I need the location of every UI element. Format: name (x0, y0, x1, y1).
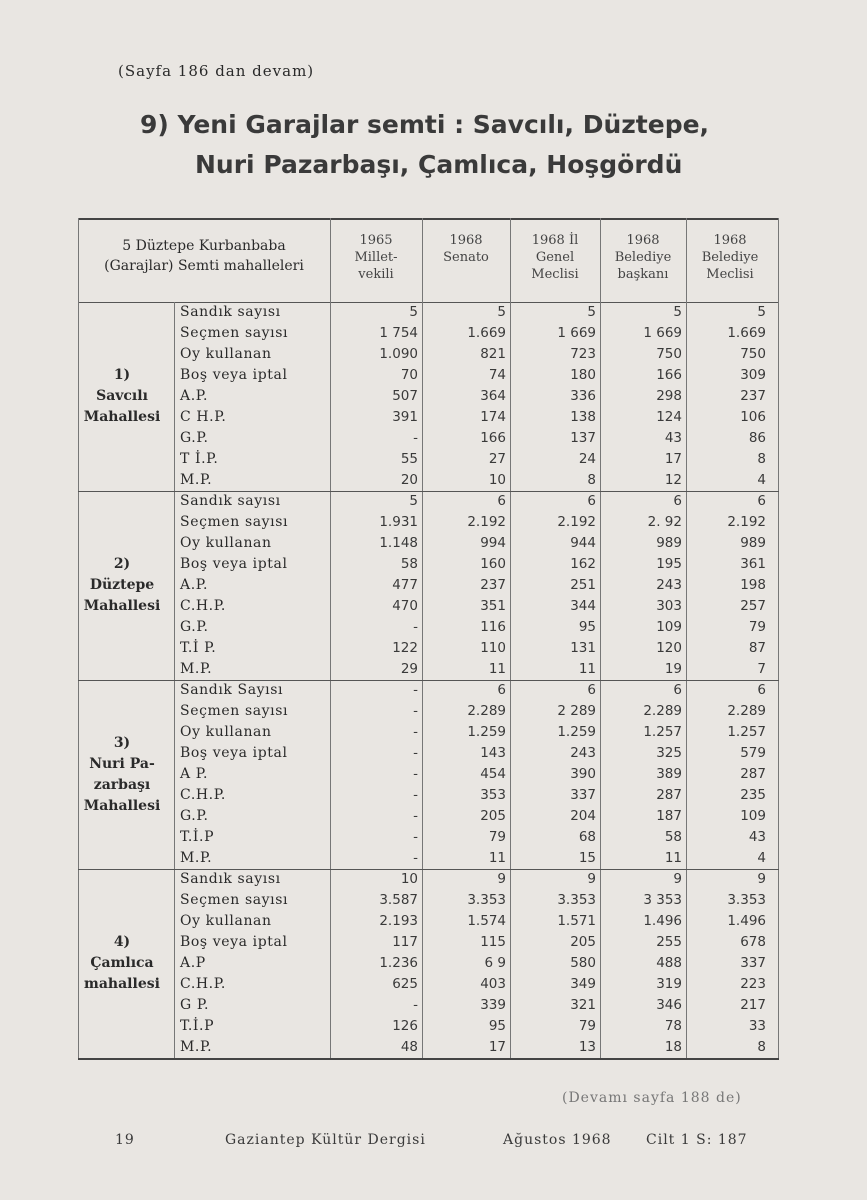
cell-value: 19 (664, 661, 682, 677)
neighborhood-label-line: Savcılı (96, 388, 148, 404)
row-label: Boş veya iptal (180, 556, 288, 572)
cell-value: 6 (497, 682, 506, 698)
cell-value: 131 (570, 640, 596, 656)
cell-value: 117 (392, 934, 418, 950)
cell-value: 9 (673, 871, 682, 887)
cell-value: 507 (392, 388, 418, 404)
cell-value: 3.587 (379, 892, 418, 908)
cell-value: 6 (757, 682, 766, 698)
row-label: G P. (180, 997, 210, 1013)
table-bottom-rule (78, 1058, 779, 1060)
row-label: A.P. (180, 577, 208, 593)
row-label: M.P. (180, 1039, 213, 1055)
cell-value: 87 (748, 640, 766, 656)
row-label: Sandık sayısı (180, 493, 281, 509)
cell-value: 2.289 (467, 703, 506, 719)
cell-value: 1.148 (379, 535, 418, 551)
cell-value: 1.257 (643, 724, 682, 740)
column-header-line: Millet- (354, 250, 398, 265)
cell-value: 1.574 (467, 913, 506, 929)
cell-value: 55 (400, 451, 418, 467)
cell-value: 17 (488, 1039, 506, 1055)
column-divider (330, 218, 331, 1058)
cell-value: 2.289 (727, 703, 766, 719)
row-label: Oy kullanan (180, 724, 272, 740)
cell-value: 1.259 (557, 724, 596, 740)
row-label: G.P. (180, 808, 209, 824)
cell-value: 3.353 (727, 892, 766, 908)
column-header (686, 232, 774, 283)
cell-value: 344 (570, 598, 596, 614)
cell-value: 723 (570, 346, 596, 362)
row-label: Sandık sayısı (180, 304, 281, 320)
row-label: T İ.P. (180, 451, 219, 467)
cell-value: 3.353 (467, 892, 506, 908)
cell-value: 319 (656, 976, 682, 992)
cell-value: 454 (480, 766, 506, 782)
row-label: A.P. (180, 388, 208, 404)
cell-value: 351 (480, 598, 506, 614)
cell-value: 390 (570, 766, 596, 782)
cell-value: 174 (480, 409, 506, 425)
row-label: T.İ P. (180, 640, 217, 656)
column-header-line: Meclisi (531, 267, 579, 282)
cell-value: 43 (664, 430, 682, 446)
cell-value: 6 (587, 682, 596, 698)
cell-value: 110 (480, 640, 506, 656)
cell-value: 251 (570, 577, 596, 593)
neighborhood-label (78, 733, 166, 817)
row-label: Seçmen sayısı (180, 514, 289, 530)
cell-value: 470 (392, 598, 418, 614)
cell-value: 750 (656, 346, 682, 362)
column-divider (778, 218, 779, 1058)
cell-value: - (413, 619, 418, 635)
cell-value: 70 (400, 367, 418, 383)
cell-value: 287 (740, 766, 766, 782)
cell-value: 198 (740, 577, 766, 593)
cell-value: 126 (392, 1018, 418, 1034)
cell-value: 24 (578, 451, 596, 467)
neighborhood-label-line: mahallesi (84, 976, 160, 992)
cell-value: 1.259 (467, 724, 506, 740)
cell-value: 1.931 (379, 514, 418, 530)
header-neighborhood (78, 236, 330, 276)
cell-value: 74 (488, 367, 506, 383)
cell-value: 353 (480, 787, 506, 803)
row-label: C.H.P. (180, 976, 226, 992)
cell-value: 346 (656, 997, 682, 1013)
title-line-2: Nuri Pazarbaşı, Çamlıca, Hoşgördü (195, 150, 683, 179)
neighborhood-label-line: Çamlıca (90, 955, 154, 971)
cell-value: 58 (664, 829, 682, 845)
cell-value: 15 (578, 850, 596, 866)
cell-value: 143 (480, 745, 506, 761)
cell-value: 79 (488, 829, 506, 845)
cell-value: 235 (740, 787, 766, 803)
column-header-line: 1968 İl (531, 233, 579, 248)
cell-value: 9 (757, 871, 766, 887)
cell-value: 122 (392, 640, 418, 656)
cell-value: 1 669 (643, 325, 682, 341)
neighborhood-label (78, 365, 166, 428)
cell-value: 389 (656, 766, 682, 782)
cell-value: 580 (570, 955, 596, 971)
cell-value: 124 (656, 409, 682, 425)
cell-value: 989 (740, 535, 766, 551)
cell-value: 1 754 (379, 325, 418, 341)
row-label: G.P. (180, 619, 209, 635)
neighborhood-label-line: 3) (113, 734, 131, 751)
cell-value: 205 (570, 934, 596, 950)
column-header-line: Senato (443, 250, 489, 265)
cell-value: 6 (497, 493, 506, 509)
neighborhood-label-line: 1) (113, 367, 131, 383)
cell-value: 6 (673, 493, 682, 509)
row-label: A.P (180, 955, 206, 971)
cell-value: 138 (570, 409, 596, 425)
column-header-line: 1968 (449, 233, 483, 248)
cell-value: 2 289 (557, 703, 596, 719)
column-header-line: başkanı (617, 267, 669, 282)
row-label: M.P. (180, 850, 213, 866)
row-label: C H.P. (180, 409, 227, 425)
cell-value: 579 (740, 745, 766, 761)
cell-value: 477 (392, 577, 418, 593)
cell-value: 337 (740, 955, 766, 971)
cell-value: 625 (392, 976, 418, 992)
cell-value: 95 (578, 619, 596, 635)
cell-value: 12 (664, 472, 682, 488)
title-line-1: 9) Yeni Garajlar semti : Savcılı, Düztepe, (140, 110, 710, 139)
cell-value: 1.496 (727, 913, 766, 929)
cell-value: 137 (570, 430, 596, 446)
cell-value: 237 (740, 388, 766, 404)
column-header-line: Genel (535, 250, 575, 265)
neighborhood-label-line: Düztepe (89, 577, 155, 593)
cell-value: - (413, 787, 418, 803)
cell-value: 58 (400, 556, 418, 572)
cell-value: 68 (578, 829, 596, 845)
cell-value: 287 (656, 787, 682, 803)
cell-value: 9 (587, 871, 596, 887)
continued-from: (Sayfa 186 dan devam) (118, 62, 315, 80)
cell-value: 303 (656, 598, 682, 614)
page-title (140, 105, 760, 185)
row-label: Oy kullanan (180, 346, 272, 362)
row-label: Seçmen sayısı (180, 325, 289, 341)
cell-value: 17 (664, 451, 682, 467)
cell-value: 217 (740, 997, 766, 1013)
column-divider (422, 218, 423, 1058)
neighborhood-label-line: Nuri Pa- (89, 755, 155, 772)
row-label: Oy kullanan (180, 535, 272, 551)
cell-value: 243 (570, 745, 596, 761)
cell-value: 7 (757, 661, 766, 677)
column-header-line: vekili (358, 267, 394, 282)
cell-value: 8 (757, 451, 766, 467)
cell-value: - (413, 850, 418, 866)
cell-value: 309 (740, 367, 766, 383)
column-header-line: 1965 (359, 233, 393, 248)
neighborhood-label-line: Mahallesi (83, 409, 161, 425)
cell-value: 13 (578, 1039, 596, 1055)
row-label: Oy kullanan (180, 913, 272, 929)
cell-value: 162 (570, 556, 596, 572)
cell-value: 1.669 (727, 325, 766, 341)
cell-value: 79 (578, 1018, 596, 1034)
column-header-line: Belediye (614, 250, 672, 265)
header-neighborhood-line-1: 5 Düztepe Kurbanbaba (122, 238, 286, 254)
cell-value: 391 (392, 409, 418, 425)
cell-value: 678 (740, 934, 766, 950)
cell-value: 403 (480, 976, 506, 992)
column-divider (686, 218, 687, 1058)
column-header-line: 1968 (626, 233, 660, 248)
column-header (422, 232, 510, 266)
cell-value: 43 (748, 829, 766, 845)
cell-value: 257 (740, 598, 766, 614)
cell-value: 2.192 (557, 514, 596, 530)
cell-value: - (413, 430, 418, 446)
cell-value: 195 (656, 556, 682, 572)
cell-value: 2. 92 (647, 514, 682, 530)
cell-value: 237 (480, 577, 506, 593)
cell-value: 33 (748, 1018, 766, 1034)
cell-value: 27 (488, 451, 506, 467)
cell-value: 115 (480, 934, 506, 950)
row-label: C.H.P. (180, 787, 226, 803)
cell-value: - (413, 703, 418, 719)
cell-value: - (413, 745, 418, 761)
cell-value: 1.496 (643, 913, 682, 929)
cell-value: - (413, 682, 418, 698)
cell-value: 10 (488, 472, 506, 488)
cell-value: - (413, 724, 418, 740)
row-label: Boş veya iptal (180, 745, 288, 761)
cell-value: 488 (656, 955, 682, 971)
cell-value: 6 9 (484, 955, 506, 971)
column-divider (600, 218, 601, 1058)
cell-value: 109 (740, 808, 766, 824)
cell-value: 20 (400, 472, 418, 488)
neighborhood-label-line: Mahallesi (83, 598, 161, 614)
cell-value: - (413, 808, 418, 824)
column-header-line: 1968 (713, 233, 747, 248)
row-label: M.P. (180, 661, 213, 677)
neighborhood-label (78, 932, 166, 995)
cell-value: 6 (673, 682, 682, 698)
cell-value: 5 (757, 304, 766, 320)
cell-value: 944 (570, 535, 596, 551)
cell-value: 349 (570, 976, 596, 992)
cell-value: 2.289 (643, 703, 682, 719)
cell-value: 336 (570, 388, 596, 404)
cell-value: 364 (480, 388, 506, 404)
cell-value: - (413, 766, 418, 782)
cell-value: 994 (480, 535, 506, 551)
cell-value: 325 (656, 745, 682, 761)
cell-value: 2.192 (727, 514, 766, 530)
cell-value: 10 (400, 871, 418, 887)
cell-value: - (413, 997, 418, 1013)
cell-value: 18 (664, 1039, 682, 1055)
cell-value: 187 (656, 808, 682, 824)
row-label: Boş veya iptal (180, 367, 288, 383)
cell-value: 9 (497, 871, 506, 887)
row-label: T.İ.P (180, 1018, 215, 1034)
cell-value: 5 (497, 304, 506, 320)
row-label: Seçmen sayısı (180, 892, 289, 908)
cell-value: 1.090 (379, 346, 418, 362)
cell-value: 5 (409, 304, 418, 320)
cell-value: 48 (400, 1039, 418, 1055)
neighborhood-label (78, 554, 166, 617)
cell-value: 11 (664, 850, 682, 866)
cell-value: 11 (488, 850, 506, 866)
cell-value: 180 (570, 367, 596, 383)
row-label: Boş veya iptal (180, 934, 288, 950)
cell-value: 166 (480, 430, 506, 446)
cell-value: 5 (673, 304, 682, 320)
cell-value: 223 (740, 976, 766, 992)
table-top-rule (78, 218, 779, 220)
column-header (510, 232, 600, 283)
cell-value: 750 (740, 346, 766, 362)
cell-value: 5 (587, 304, 596, 320)
footer-journal: Gaziantep Kültür Dergisi (225, 1132, 426, 1148)
cell-value: 3.353 (557, 892, 596, 908)
column-header-line: Meclisi (706, 267, 754, 282)
footer-volume: Cilt 1 S: 187 (646, 1132, 748, 1148)
neighborhood-label-line: Mahallesi (83, 797, 161, 814)
row-label: Sandık sayısı (180, 871, 281, 887)
row-label: G.P. (180, 430, 209, 446)
row-label: A P. (180, 766, 208, 782)
cell-value: 8 (757, 1039, 766, 1055)
cell-value: 1.571 (557, 913, 596, 929)
cell-value: 109 (656, 619, 682, 635)
cell-value: 5 (409, 493, 418, 509)
footer-page-number: 19 (115, 1132, 135, 1148)
cell-value: 166 (656, 367, 682, 383)
cell-value: 339 (480, 997, 506, 1013)
row-label: T.İ.P (180, 829, 215, 845)
row-label: Seçmen sayısı (180, 703, 289, 719)
footer-date: Ağustos 1968 (503, 1132, 612, 1148)
cell-value: 106 (740, 409, 766, 425)
cell-value: 6 (757, 493, 766, 509)
column-divider (510, 218, 511, 1058)
cell-value: 2.193 (379, 913, 418, 929)
cell-value: 29 (400, 661, 418, 677)
row-label: M.P. (180, 472, 213, 488)
cell-value: 1.236 (379, 955, 418, 971)
cell-value: 11 (578, 661, 596, 677)
cell-value: 79 (748, 619, 766, 635)
cell-value: 86 (748, 430, 766, 446)
column-header (600, 232, 686, 283)
cell-value: 1.669 (467, 325, 506, 341)
cell-value: 243 (656, 577, 682, 593)
cell-value: 120 (656, 640, 682, 656)
cell-value: 204 (570, 808, 596, 824)
cell-value: 337 (570, 787, 596, 803)
neighborhood-label-line: 4) (113, 934, 131, 950)
continued-note: (Devamı sayfa 188 de) (562, 1090, 742, 1106)
row-label: Sandık Sayısı (180, 682, 284, 698)
cell-value: 298 (656, 388, 682, 404)
cell-value: 116 (480, 619, 506, 635)
cell-value: 160 (480, 556, 506, 572)
election-results-table (78, 218, 779, 1072)
cell-value: 1 669 (557, 325, 596, 341)
cell-value: 78 (664, 1018, 682, 1034)
column-header (330, 232, 422, 283)
cell-value: 4 (757, 850, 766, 866)
cell-value: 11 (488, 661, 506, 677)
row-label: C.H.P. (180, 598, 226, 614)
neighborhood-label-line: 2) (113, 556, 131, 572)
cell-value: 6 (587, 493, 596, 509)
cell-value: 255 (656, 934, 682, 950)
cell-value: 821 (480, 346, 506, 362)
cell-value: 1.257 (727, 724, 766, 740)
cell-value: 8 (587, 472, 596, 488)
cell-value: 4 (757, 472, 766, 488)
cell-value: 3 353 (643, 892, 682, 908)
cell-value: 2.192 (467, 514, 506, 530)
neighborhood-label-line: zarbaşı (93, 776, 151, 793)
cell-value: 361 (740, 556, 766, 572)
cell-value: 95 (488, 1018, 506, 1034)
column-header-line: Belediye (701, 250, 759, 265)
cell-value: 205 (480, 808, 506, 824)
header-neighborhood-line-2: (Garajlar) Semti mahalleleri (104, 258, 304, 274)
cell-value: 989 (656, 535, 682, 551)
cell-value: - (413, 829, 418, 845)
cell-value: 321 (570, 997, 596, 1013)
